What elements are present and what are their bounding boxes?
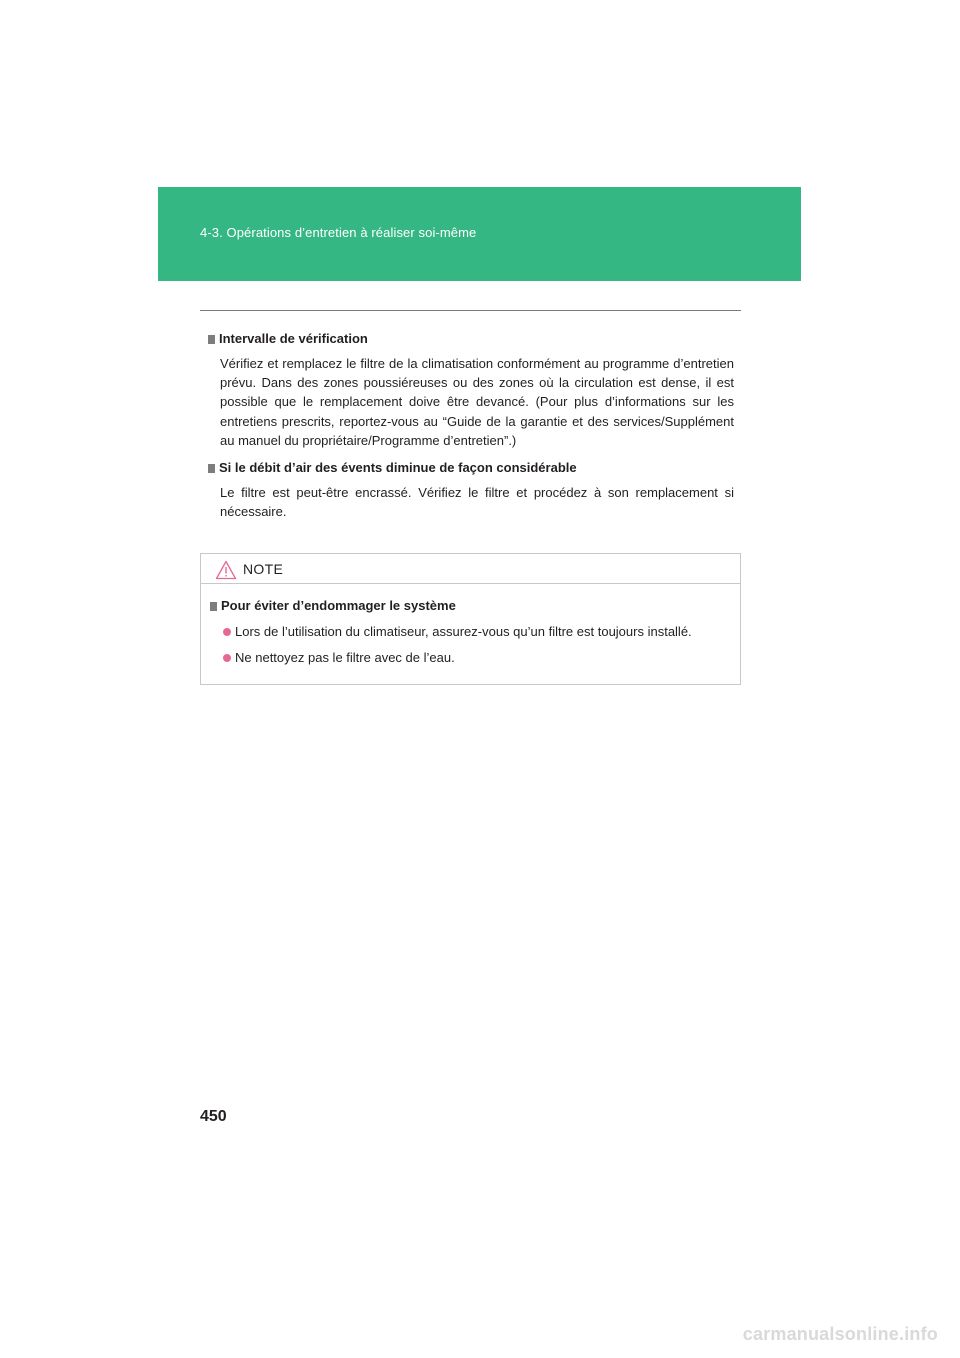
dot-bullet-icon <box>223 628 231 636</box>
watermark-text: carmanualsonline.info <box>742 1324 938 1344</box>
dot-bullet-icon <box>223 654 231 662</box>
top-divider <box>200 310 741 311</box>
section-heading-text: Si le débit d’air des évents diminue de façon considérable <box>219 460 577 476</box>
note-heading <box>210 597 740 615</box>
square-bullet-icon <box>208 335 215 344</box>
page-number: 450 <box>200 1108 227 1125</box>
list-item <box>223 649 740 667</box>
note-content <box>201 584 740 667</box>
chapter-section-title: 4-3. Opérations d’entretien à réaliser soi-même <box>200 225 477 240</box>
note-header <box>201 554 740 584</box>
note-heading-text: Pour éviter d’endommager le système <box>221 598 456 613</box>
square-bullet-icon <box>208 464 215 473</box>
note-box <box>200 553 741 685</box>
list-item-text: Ne nettoyez pas le filtre avec de l’eau. <box>235 650 455 665</box>
section-inspection-interval <box>200 330 741 450</box>
section-heading-text: Intervalle de vérification <box>219 331 368 346</box>
note-label: NOTE <box>243 561 284 577</box>
section-body-text: Le filtre est peut-être encrassé. Vérifiez le filtre et procédez à son remplacement si nécessaire. <box>220 485 734 520</box>
list-item-text: Lors de l’utilisation du climatiseur, assurez-vous qu’un filtre est toujours installé. <box>235 624 692 639</box>
square-bullet-icon <box>210 602 217 611</box>
section-heading <box>208 459 741 477</box>
chapter-header-band <box>158 187 801 281</box>
section-airflow-decrease <box>200 459 741 521</box>
warning-triangle-icon <box>215 560 237 580</box>
main-content <box>200 330 741 530</box>
section-heading <box>208 330 741 348</box>
section-body-text: Vérifiez et remplacez le filtre de la climatisation conformément au programme d’entretien prévu. Dans des zones poussiéreuses ou des zones où la circulation est dense, il est possible que le remplacement doive être devancé. (Pour plus d’informations sur les entretiens prescrits, reportez-vous au “Guide de la garantie et des services/Supplément au manuel du propriétaire/Programme d’entretien”.) <box>220 356 734 448</box>
list-item <box>223 623 740 641</box>
